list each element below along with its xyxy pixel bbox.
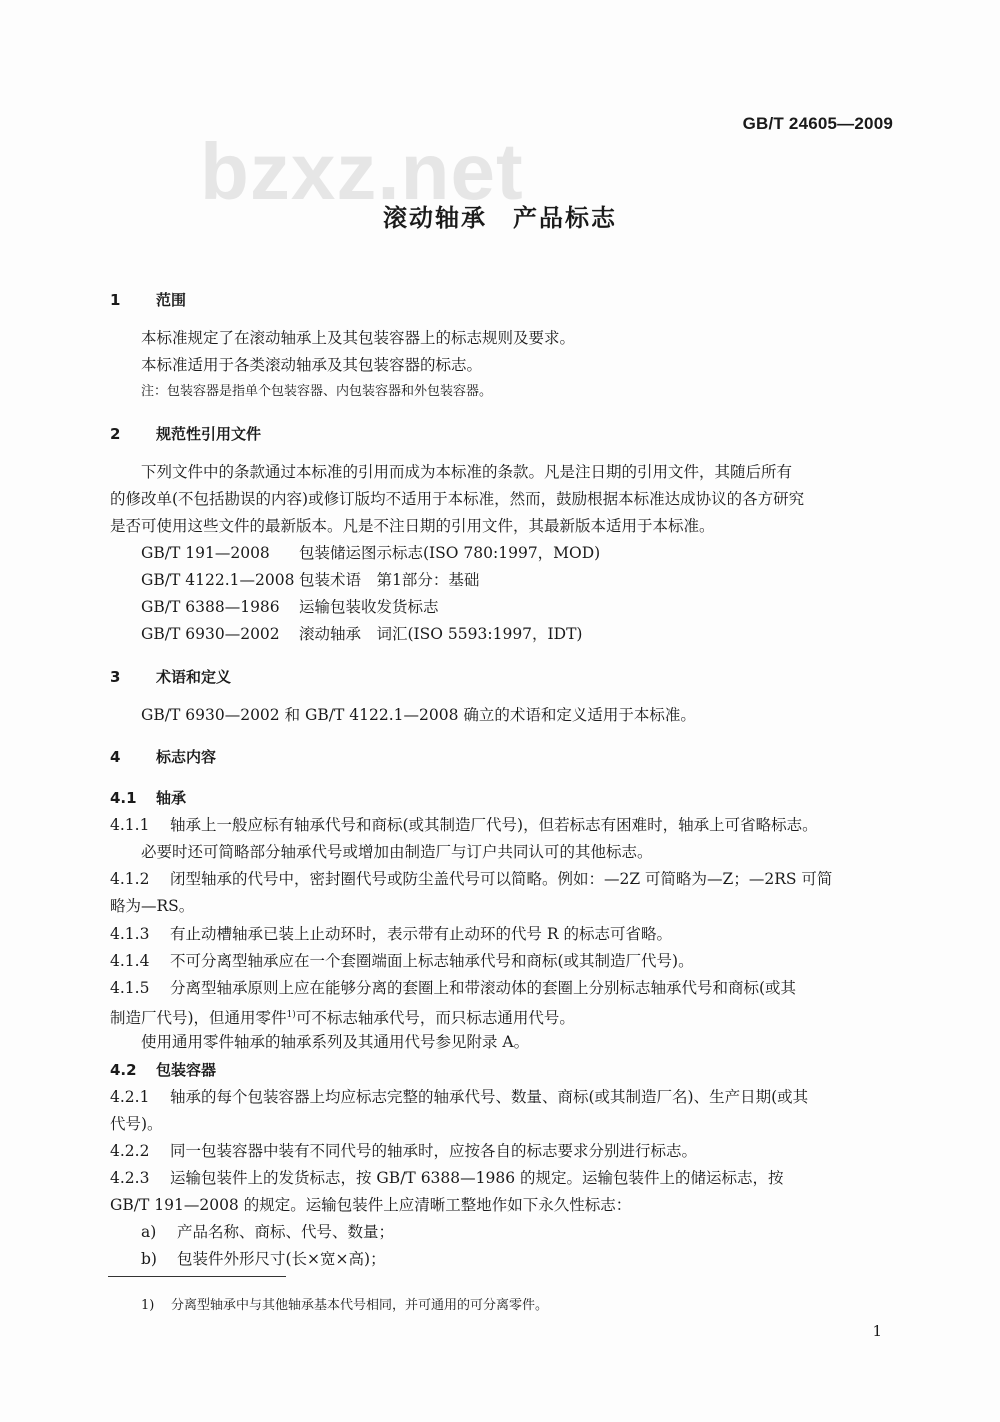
reference-title: 包装储运图示标志(ISO 780:1997，MOD) xyxy=(299,544,601,562)
clause-text: 有止动槽轴承已装上止动环时，表示带有止动环的代号 R 的标志可省略。 xyxy=(170,925,673,943)
document-title: 滚动轴承 产品标志 xyxy=(383,204,617,232)
clause-number: 4.2.2 xyxy=(110,1142,150,1160)
list-text: 包装件外形尺寸(长×宽×高)； xyxy=(177,1250,386,1268)
page-number: 1 xyxy=(872,1322,882,1340)
subsection-4-2-heading xyxy=(110,1060,216,1080)
subsection-title: 轴承 xyxy=(156,789,187,807)
clause-text: 闭型轴承的代号中，密封圈代号或防尘盖代号可以简略。例如：—2Z 可简略为—Z；—2RS 可简 xyxy=(170,870,833,888)
clause-number: 4.1.1 xyxy=(110,816,150,834)
clause-number: 4.2.1 xyxy=(110,1088,150,1106)
reference-code: GB/T 6930—2002 xyxy=(141,625,280,643)
footnote xyxy=(141,1296,548,1316)
paragraph: 使用通用零件轴承的轴承系列及其通用代号参见附录 A。 xyxy=(141,1033,530,1051)
footnote-label: 1) xyxy=(141,1298,155,1313)
clause-4-1-5 xyxy=(110,978,796,998)
reference-item xyxy=(141,543,600,563)
reference-item xyxy=(141,570,479,590)
section-number: 3 xyxy=(110,668,121,686)
clause-number: 4.1.2 xyxy=(110,870,150,888)
section-4-heading xyxy=(110,747,216,767)
list-text: 产品名称、商标、代号、数量； xyxy=(177,1223,395,1241)
reference-code: GB/T 191—2008 xyxy=(141,544,270,562)
note: 注：包装容器是指单个包装容器、内包装容器和外包装容器。 xyxy=(141,384,493,399)
clause-text: 分离型轴承原则上应在能够分离的套圈上和带滚动体的套圈上分别标志轴承代号和商标(或其 xyxy=(170,979,797,997)
clause-4-2-3 xyxy=(110,1168,784,1188)
text-segment: 可不标志轴承代号，而只标志通用代号。 xyxy=(295,1009,575,1028)
clause-number: 4.1.4 xyxy=(110,952,150,970)
paragraph: 本标准规定了在滚动轴承上及其包装容器上的标志规则及要求。 xyxy=(141,329,576,347)
paragraph: GB/T 191—2008 的规定。运输包装件上应清晰工整地作如下永久性标志： xyxy=(110,1196,632,1214)
section-title: 术语和定义 xyxy=(156,668,232,686)
paragraph: 是否可使用这些文件的最新版本。凡是不注日期的引用文件，其最新版本适用于本标准。 xyxy=(110,517,715,535)
list-item xyxy=(141,1222,394,1242)
reference-code: GB/T 4122.1—2008 xyxy=(141,571,295,589)
reference-item xyxy=(141,624,582,644)
clause-4-2-1 xyxy=(110,1087,808,1107)
clause-text: 不可分离型轴承应在一个套圈端面上标志轴承代号和商标(或其制造厂代号)。 xyxy=(170,952,694,970)
standard-code: GB/T 24605—2009 xyxy=(742,114,893,133)
clause-number: 4.1.3 xyxy=(110,925,150,943)
reference-code: GB/T 6388—1986 xyxy=(141,598,280,616)
clause-4-1-4 xyxy=(110,951,694,971)
footnote-divider xyxy=(108,1276,286,1277)
paragraph: 的修改单(不包括勘误的内容)或修订版均不适用于本标准，然而，鼓励根据本标准达成协议的各方研究 xyxy=(110,490,805,508)
clause-4-2-2 xyxy=(110,1141,697,1161)
paragraph xyxy=(110,1005,575,1028)
clause-text: 轴承上一般应标有轴承代号和商标(或其制造厂代号)，但若标志有困难时，轴承上可省略标志。 xyxy=(170,816,818,834)
paragraph: 略为—RS。 xyxy=(110,897,195,915)
reference-title: 包装术语 第1部分：基础 xyxy=(299,571,480,589)
reference-title: 运输包装收发货标志 xyxy=(299,598,439,616)
paragraph: 下列文件中的条款通过本标准的引用而成为本标准的条款。凡是注日期的引用文件，其随后所有 xyxy=(141,463,793,481)
section-2-heading xyxy=(110,424,261,444)
section-number: 1 xyxy=(110,291,121,309)
section-3-heading xyxy=(110,667,231,687)
footnote-reference: 1) xyxy=(286,1010,296,1020)
clause-number: 4.2.3 xyxy=(110,1169,150,1187)
list-label: a) xyxy=(141,1223,157,1241)
subsection-title: 包装容器 xyxy=(156,1061,217,1079)
list-item xyxy=(141,1249,386,1269)
subsection-number: 4.1 xyxy=(110,789,137,807)
clause-4-1-1 xyxy=(110,815,818,835)
clause-4-1-3 xyxy=(110,924,672,944)
clause-text: 同一包装容器中装有不同代号的轴承时，应按各自的标志要求分别进行标志。 xyxy=(170,1142,698,1160)
list-label: b) xyxy=(141,1250,157,1268)
section-1-heading xyxy=(110,290,186,310)
clause-text: 轴承的每个包装容器上均应标志完整的轴承代号、数量、商标(或其制造厂名)、生产日期(或其 xyxy=(170,1088,809,1106)
text-segment: 制造厂代号)，但通用零件 xyxy=(110,1009,287,1028)
footnote-text: 分离型轴承中与其他轴承基本代号相同，并可通用的可分离零件。 xyxy=(171,1298,549,1313)
section-number: 4 xyxy=(110,748,121,766)
section-title: 标志内容 xyxy=(156,748,217,766)
reference-item xyxy=(141,597,439,617)
clause-4-1-2 xyxy=(110,869,832,889)
paragraph: GB/T 6930—2002 和 GB/T 4122.1—2008 确立的术语和定义适用于本标准。 xyxy=(141,706,696,724)
paragraph: 代号)。 xyxy=(110,1115,163,1133)
watermark: bzxz.net xyxy=(200,127,524,216)
section-number: 2 xyxy=(110,425,121,443)
paragraph: 本标准适用于各类滚动轴承及其包装容器的标志。 xyxy=(141,356,483,374)
reference-title: 滚动轴承 词汇(ISO 5593:1997，IDT) xyxy=(299,625,583,643)
subsection-number: 4.2 xyxy=(110,1061,137,1079)
clause-text: 运输包装件上的发货标志，按 GB/T 6388—1986 的规定。运输包装件上的储运标志，按 xyxy=(170,1169,784,1187)
section-title: 规范性引用文件 xyxy=(156,425,262,443)
subsection-4-1-heading xyxy=(110,788,186,808)
clause-number: 4.1.5 xyxy=(110,979,150,997)
section-title: 范围 xyxy=(156,291,187,309)
paragraph: 必要时还可简略部分轴承代号或增加由制造厂与订户共同认可的其他标志。 xyxy=(141,843,653,861)
